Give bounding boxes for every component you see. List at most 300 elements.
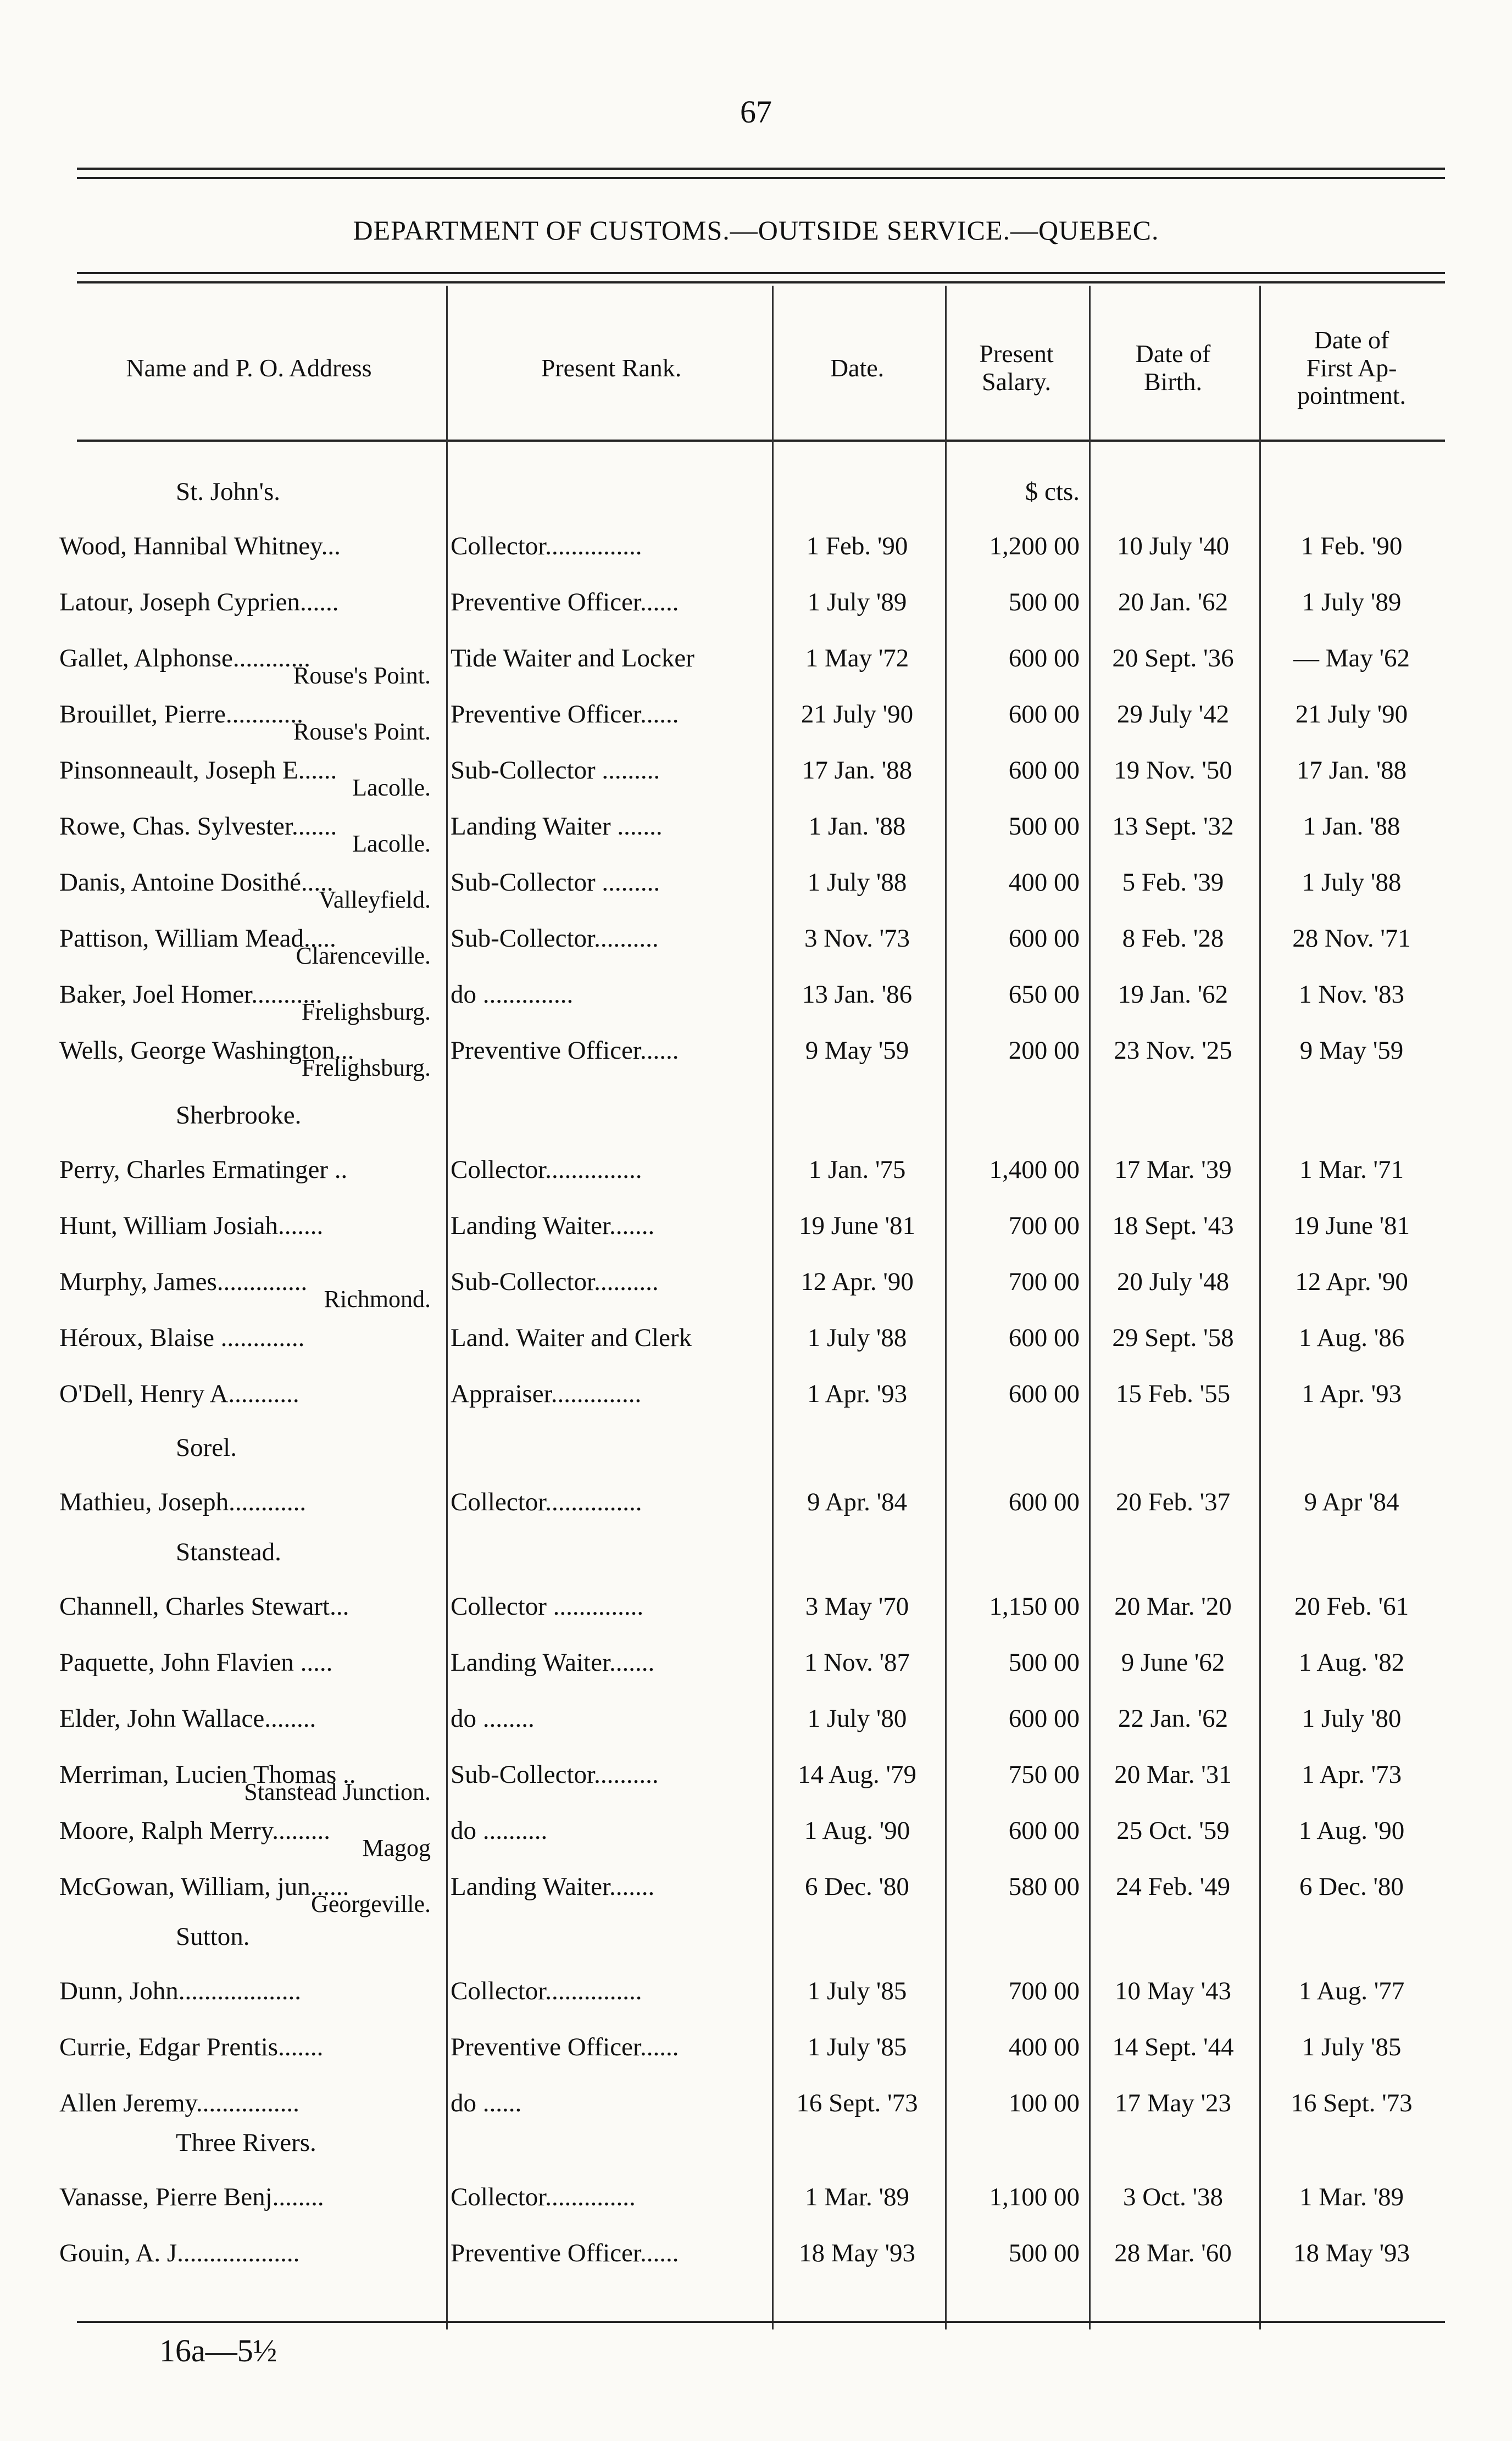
employee-name-text: Rowe, Chas. Sylvester.......: [59, 812, 337, 841]
table-row: [0, 686, 1512, 743]
present-rank: [451, 1746, 772, 1803]
first-appointment-date: [1264, 798, 1439, 855]
rank-date: [775, 1746, 940, 1803]
rank-date: [775, 518, 940, 575]
employee-name: [59, 1634, 438, 1691]
first-appointment-date: [1264, 1962, 1439, 2020]
present-rank: [451, 1022, 772, 1079]
first-appointment-date-text: 1 Aug. '86: [1298, 1324, 1405, 1352]
employee-name-text: Baker, Joel Homer...........: [59, 980, 323, 1009]
first-appointment-date-text: 19 June '81: [1293, 1211, 1410, 1240]
section-heading: [0, 2118, 1512, 2167]
present-rank-text: Collector...............: [451, 532, 642, 560]
birth-date: [1093, 1858, 1253, 1915]
present-salary: [950, 1962, 1080, 2020]
birth-date-text: 29 July '42: [1116, 700, 1230, 729]
present-salary: [950, 854, 1080, 911]
present-salary: [950, 630, 1080, 687]
rank-date-text: 9 Apr. '84: [807, 1488, 908, 1516]
present-rank-text: Tide Waiter and Locker: [451, 644, 694, 672]
first-appointment-date: [1264, 518, 1439, 575]
birth-date-text: 10 July '40: [1116, 532, 1230, 560]
present-rank-text: do ..............: [451, 980, 574, 1009]
table-row: [0, 1253, 1512, 1313]
employee-name-text: Pinsonneault, Joseph E......: [59, 756, 337, 785]
present-rank-text: Preventive Officer......: [451, 700, 679, 729]
rank-date-text: 1 Feb. '90: [806, 532, 908, 560]
first-appointment-date: [1264, 1253, 1439, 1310]
rank-date: [775, 1634, 940, 1691]
rank-date: [775, 1578, 940, 1635]
rank-date: [775, 2019, 940, 2076]
employee-name: [59, 1962, 438, 2020]
rank-date: [775, 966, 940, 1023]
first-appointment-date-text: 1 Feb. '90: [1300, 532, 1403, 560]
present-salary-text: 700 00: [1008, 1211, 1080, 1240]
rank-date-text: 1 July '88: [807, 1324, 907, 1352]
table-row: [0, 1690, 1512, 1747]
first-appointment-date: [1264, 1802, 1439, 1859]
first-appointment-date-text: 1 Aug. '77: [1298, 1977, 1405, 2005]
rank-date-text: 18 May '93: [798, 2239, 916, 2267]
rank-date: [775, 1022, 940, 1079]
present-rank-text: Collector...............: [451, 1155, 642, 1184]
birth-date-text: 20 Feb. '37: [1115, 1488, 1231, 1516]
table-row: [0, 2225, 1512, 2282]
present-rank-text: Appraiser..............: [451, 1380, 642, 1408]
present-rank-text: Landing Waiter.......: [451, 1648, 655, 1677]
present-salary: [950, 2168, 1080, 2226]
first-appointment-date-text: 18 May '93: [1293, 2239, 1410, 2267]
first-appointment-date-text: 1 Apr. '73: [1301, 1760, 1402, 1789]
employee-name: [59, 1746, 438, 1803]
present-salary: [950, 1858, 1080, 1915]
present-salary: [950, 1365, 1080, 1422]
employee-name: [59, 686, 438, 743]
rank-date: [775, 2168, 940, 2226]
rank-date: [775, 1858, 940, 1915]
present-salary-text: 500 00: [1008, 588, 1080, 616]
employee-name-text: Danis, Antoine Dosithé.....: [59, 868, 333, 897]
post-office-address: Lacolle.: [352, 774, 431, 801]
table-row: [0, 2019, 1512, 2076]
employee-name-text: Pattison, William Mead.....: [59, 924, 336, 953]
present-salary-text: 500 00: [1008, 1648, 1080, 1677]
present-rank-text: Preventive Officer......: [451, 2239, 679, 2267]
employee-name-text: Dunn, John...................: [59, 1977, 301, 2005]
present-salary: [950, 574, 1080, 631]
first-appointment-date: [1264, 854, 1439, 911]
birth-date: [1093, 742, 1253, 799]
rank-date-text: 1 Nov. '87: [804, 1648, 910, 1677]
table-row: [0, 1141, 1512, 1198]
present-salary-text: 600 00: [1008, 700, 1080, 729]
first-appointment-date: [1264, 630, 1439, 687]
present-rank: [451, 1141, 772, 1198]
first-appointment-date-text: 6 Dec. '80: [1299, 1872, 1404, 1901]
first-appointment-date-text: — May '62: [1293, 644, 1410, 672]
first-appointment-date-text: 9 May '59: [1299, 1036, 1404, 1065]
present-salary-text: 500 00: [1008, 812, 1080, 841]
present-salary-text: 600 00: [1008, 644, 1080, 672]
present-rank: [451, 1365, 772, 1422]
table-row: [0, 1197, 1512, 1254]
birth-date: [1093, 1309, 1253, 1366]
section-place: Three Rivers.: [176, 2128, 316, 2157]
footer-reference: 16a—5½: [159, 2333, 277, 2368]
post-office-address: Valleyfield.: [318, 886, 431, 913]
post-office-address: Magog: [362, 1834, 431, 1861]
present-salary-text: 1,150 00: [989, 1592, 1080, 1621]
present-salary: [950, 1746, 1080, 1803]
employee-name: [59, 1578, 438, 1635]
rank-date-text: 1 July '85: [807, 2033, 907, 2061]
birth-date-text: 20 Mar. '20: [1114, 1592, 1232, 1621]
rank-date-text: 16 Sept. '73: [796, 2089, 918, 2117]
first-appointment-date-text: 1 July '89: [1302, 588, 1402, 616]
birth-date-text: 25 Oct. '59: [1116, 1816, 1230, 1845]
employee-name-text: Vanasse, Pierre Benj........: [59, 2183, 324, 2211]
present-rank: [451, 910, 772, 967]
present-salary: [950, 2019, 1080, 2076]
birth-date-text: 15 Feb. '55: [1115, 1380, 1231, 1408]
first-appointment-date-text: 1 July '88: [1302, 868, 1402, 897]
employee-name-text: Mathieu, Joseph............: [59, 1488, 307, 1516]
present-salary: [950, 1690, 1080, 1747]
currency-label: $ cts.: [1025, 477, 1080, 506]
first-appointment-date-text: 1 Mar. '71: [1299, 1155, 1404, 1184]
employee-name: [59, 1474, 438, 1531]
employee-name: [59, 1197, 438, 1254]
birth-date-text: 18 Sept. '43: [1112, 1211, 1234, 1240]
present-rank: [451, 2225, 772, 2282]
employee-name-text: Gallet, Alphonse............: [59, 644, 310, 672]
rank-date-text: 19 June '81: [798, 1211, 916, 1240]
present-rank-text: Preventive Officer......: [451, 2033, 679, 2061]
employee-name-text: Gouin, A. J...................: [59, 2239, 300, 2267]
birth-date-text: 10 May '43: [1114, 1977, 1232, 2005]
first-appointment-date: [1264, 686, 1439, 743]
first-appointment-date-text: 1 Mar. '89: [1299, 2183, 1404, 2211]
rank-date-text: 1 July '85: [807, 1977, 907, 2005]
employee-name-text: Murphy, James..............: [59, 1267, 308, 1296]
rank-date: [775, 1474, 940, 1531]
birth-date-text: 23 Nov. '25: [1114, 1036, 1232, 1065]
present-rank-text: Collector..............: [451, 2183, 636, 2211]
first-appointment-date-text: 9 Apr '84: [1304, 1488, 1399, 1516]
employee-name: [59, 742, 438, 799]
rank-date: [775, 1309, 940, 1366]
table-row: [0, 1309, 1512, 1366]
header-salary: Present Salary.: [979, 340, 1054, 396]
first-appointment-date: [1264, 1309, 1439, 1366]
present-salary: [950, 1634, 1080, 1691]
section-heading: [0, 467, 1512, 516]
rank-date: [775, 1197, 940, 1254]
first-appointment-date: [1264, 1197, 1439, 1254]
table-row: [0, 1365, 1512, 1422]
present-salary-text: 600 00: [1008, 1816, 1080, 1845]
present-rank-text: Preventive Officer......: [451, 588, 679, 616]
present-salary-text: 400 00: [1008, 2033, 1080, 2061]
birth-date: [1093, 1634, 1253, 1691]
first-appointment-date: [1264, 1858, 1439, 1915]
first-appointment-date: [1264, 2225, 1439, 2282]
employee-name: [59, 1253, 438, 1313]
present-rank: [451, 630, 772, 687]
present-rank: [451, 518, 772, 575]
present-salary: [950, 686, 1080, 743]
first-appointment-date-text: 1 July '80: [1302, 1704, 1402, 1733]
table-row: [0, 1746, 1512, 1803]
employee-name: [59, 574, 438, 631]
birth-date-text: 19 Jan. '62: [1118, 980, 1228, 1009]
rank-date-text: 17 Jan. '88: [802, 756, 913, 785]
present-rank: [451, 2168, 772, 2226]
present-rank-text: Collector ..............: [451, 1592, 644, 1621]
present-salary: [950, 966, 1080, 1023]
present-rank-text: Landing Waiter .......: [451, 812, 663, 841]
employee-name: [59, 910, 438, 967]
post-office-address: Stanstead Junction.: [244, 1778, 431, 1805]
table-row: [0, 1022, 1512, 1079]
birth-date: [1093, 574, 1253, 631]
present-rank-text: Preventive Officer......: [451, 1036, 679, 1065]
present-salary-text: 750 00: [1008, 1760, 1080, 1789]
rank-date: [775, 574, 940, 631]
rank-date-text: 3 May '70: [805, 1592, 909, 1621]
present-rank: [451, 1962, 772, 2020]
first-appointment-date: [1264, 910, 1439, 967]
birth-date: [1093, 2019, 1253, 2076]
present-rank: [451, 966, 772, 1023]
table-row: [0, 798, 1512, 855]
rank-date-text: 1 Jan. '88: [808, 812, 906, 841]
first-appointment-date-text: 20 Feb. '61: [1294, 1592, 1409, 1621]
post-office-address: Georgeville.: [311, 1890, 431, 1917]
employee-name: [59, 1858, 438, 1915]
employee-name: [59, 798, 438, 855]
present-salary-text: 650 00: [1008, 980, 1080, 1009]
header-rank: Present Rank.: [541, 353, 682, 382]
present-rank: [451, 1474, 772, 1531]
section-heading: [0, 1912, 1512, 1961]
rank-date-text: 1 Aug. '90: [804, 1816, 910, 1845]
employee-name-text: O'Dell, Henry A...........: [59, 1380, 299, 1408]
birth-date: [1093, 910, 1253, 967]
employee-name-text: Perry, Charles Ermatinger ..: [59, 1155, 348, 1184]
rank-date-text: 1 Apr. '93: [807, 1380, 908, 1408]
table-row: [0, 910, 1512, 967]
present-rank: [451, 1197, 772, 1254]
present-salary: [950, 2225, 1080, 2282]
section-heading: [0, 1423, 1512, 1472]
post-office-address: Richmond.: [324, 1286, 431, 1313]
table-row: [0, 518, 1512, 575]
present-rank: [451, 1690, 772, 1747]
present-rank: [451, 1253, 772, 1310]
present-salary-text: 400 00: [1008, 868, 1080, 897]
rank-date-text: 1 Mar. '89: [805, 2183, 909, 2211]
present-salary-text: 600 00: [1008, 1380, 1080, 1408]
rank-date: [775, 910, 940, 967]
birth-date: [1093, 630, 1253, 687]
present-rank: [451, 1309, 772, 1366]
section-place: Sherbrooke.: [176, 1101, 302, 1130]
post-office-address: Rouse's Point.: [293, 662, 431, 689]
present-salary-text: 600 00: [1008, 1488, 1080, 1516]
present-salary: [950, 910, 1080, 967]
present-rank: [451, 574, 772, 631]
section-place: Sutton.: [176, 1922, 250, 1951]
employee-name: [59, 966, 438, 1023]
present-rank: [451, 1858, 772, 1915]
post-office-address: Rouse's Point.: [293, 718, 431, 745]
rank-date-text: 21 July '90: [801, 700, 914, 729]
rank-date-text: 1 Jan. '75: [808, 1155, 906, 1184]
present-rank-text: Land. Waiter and Clerk: [451, 1324, 692, 1352]
present-rank-text: Landing Waiter.......: [451, 1872, 655, 1901]
employee-name-text: Elder, John Wallace........: [59, 1704, 316, 1733]
present-salary-text: 600 00: [1008, 1324, 1080, 1352]
table-row: [0, 630, 1512, 687]
first-appointment-date-text: 1 Jan. '88: [1303, 812, 1400, 841]
employee-name: [59, 2225, 438, 2282]
present-salary-text: 1,200 00: [989, 532, 1080, 560]
first-appointment-date-text: 1 Aug. '82: [1298, 1648, 1405, 1677]
present-rank-text: Collector...............: [451, 1977, 642, 2005]
present-salary: [950, 798, 1080, 855]
first-appointment-date-text: 12 Apr. '90: [1295, 1267, 1408, 1296]
present-rank-text: Sub-Collector..........: [451, 1267, 659, 1296]
first-appointment-date-text: 1 Apr. '93: [1301, 1380, 1402, 1408]
birth-date: [1093, 1962, 1253, 2020]
birth-date: [1093, 1253, 1253, 1310]
employee-name-text: Latour, Joseph Cyprien......: [59, 588, 339, 616]
present-rank-text: do ......: [451, 2089, 522, 2117]
employee-name: [59, 1309, 438, 1366]
present-rank-text: Collector...............: [451, 1488, 642, 1516]
birth-date: [1093, 1578, 1253, 1635]
first-appointment-date: [1264, 1690, 1439, 1747]
rank-date-text: 6 Dec. '80: [805, 1872, 909, 1901]
present-rank: [451, 2019, 772, 2076]
birth-date: [1093, 1365, 1253, 1422]
rank-date: [775, 1253, 940, 1310]
header-first: Date of First Ap- pointment.: [1297, 326, 1407, 410]
rank-date: [775, 854, 940, 911]
birth-date-text: 8 Feb. '28: [1122, 924, 1224, 953]
table-row: [0, 1802, 1512, 1859]
first-appointment-date: [1264, 1746, 1439, 1803]
rank-date-text: 1 July '80: [807, 1704, 907, 1733]
birth-date: [1093, 1474, 1253, 1531]
present-salary: [950, 518, 1080, 575]
rank-date-text: 1 May '72: [805, 644, 909, 672]
employee-name-text: Hunt, William Josiah.......: [59, 1211, 324, 1240]
birth-date: [1093, 1141, 1253, 1198]
present-rank: [451, 686, 772, 743]
header-date: Date.: [830, 353, 885, 382]
present-rank-text: Sub-Collector .........: [451, 868, 660, 897]
present-rank-text: Landing Waiter.......: [451, 1211, 655, 1240]
post-office-address: Clarenceville.: [296, 942, 431, 969]
first-appointment-date: [1264, 2168, 1439, 2226]
birth-date: [1093, 798, 1253, 855]
rank-date: [775, 686, 940, 743]
post-office-address: Frelighsburg.: [301, 998, 431, 1025]
present-salary: [950, 1578, 1080, 1635]
employee-name: [59, 518, 438, 575]
table-row: [0, 1858, 1512, 1915]
first-appointment-date-text: 1 July '85: [1302, 2033, 1402, 2061]
rank-date-text: 3 Nov. '73: [804, 924, 910, 953]
first-appointment-date: [1264, 1578, 1439, 1635]
table-row: [0, 574, 1512, 631]
rank-date: [775, 1802, 940, 1859]
first-appointment-date-text: 1 Aug. '90: [1298, 1816, 1405, 1845]
table-row: [0, 1578, 1512, 1635]
rank-date-text: 1 July '88: [807, 868, 907, 897]
post-office-address: Lacolle.: [352, 830, 431, 857]
present-salary-text: 580 00: [1008, 1872, 1080, 1901]
employee-name: [59, 1690, 438, 1747]
section-place: St. John's.: [176, 477, 280, 506]
birth-date: [1093, 1690, 1253, 1747]
birth-date-text: 20 Jan. '62: [1118, 588, 1228, 616]
present-rank: [451, 1802, 772, 1859]
employee-name-text: Channell, Charles Stewart...: [59, 1592, 349, 1621]
first-appointment-date-text: 21 July '90: [1295, 700, 1408, 729]
employee-name: [59, 2168, 438, 2226]
employee-name-text: Brouillet, Pierre............: [59, 700, 303, 729]
first-appointment-date: [1264, 1022, 1439, 1079]
first-appointment-date: [1264, 1141, 1439, 1198]
birth-date-text: 24 Feb. '49: [1115, 1872, 1231, 1901]
rank-date-text: 13 Jan. '86: [802, 980, 913, 1009]
present-salary: [950, 1253, 1080, 1310]
present-salary-text: 600 00: [1008, 1704, 1080, 1733]
first-appointment-date-text: 17 Jan. '88: [1296, 756, 1407, 785]
employee-name: [59, 1022, 438, 1079]
rank-date: [775, 1962, 940, 2020]
present-salary-text: 700 00: [1008, 1977, 1080, 2005]
first-appointment-date: [1264, 966, 1439, 1023]
first-appointment-date: [1264, 1474, 1439, 1531]
birth-date-text: 17 Mar. '39: [1114, 1155, 1232, 1184]
present-salary-text: 500 00: [1008, 2239, 1080, 2267]
birth-date: [1093, 1746, 1253, 1803]
section-heading: [0, 1527, 1512, 1577]
present-rank: [451, 1578, 772, 1635]
present-rank-text: Sub-Collector..........: [451, 1760, 659, 1789]
employee-name-text: Merriman, Lucien Thomas ..: [59, 1760, 356, 1789]
present-salary: [950, 1022, 1080, 1079]
table-row: [0, 2168, 1512, 2226]
present-rank-text: Sub-Collector..........: [451, 924, 659, 953]
birth-date: [1093, 966, 1253, 1023]
employee-name: [59, 854, 438, 911]
employee-name: [59, 1141, 438, 1198]
employee-name-text: Héroux, Blaise .............: [59, 1324, 305, 1352]
present-salary-text: 200 00: [1008, 1036, 1080, 1065]
first-appointment-date-text: 28 Nov. '71: [1292, 924, 1411, 953]
birth-date-text: 22 Jan. '62: [1118, 1704, 1228, 1733]
present-salary: [950, 742, 1080, 799]
table-row: [0, 1474, 1512, 1531]
rank-date: [775, 2225, 940, 2282]
table-row: [0, 854, 1512, 911]
